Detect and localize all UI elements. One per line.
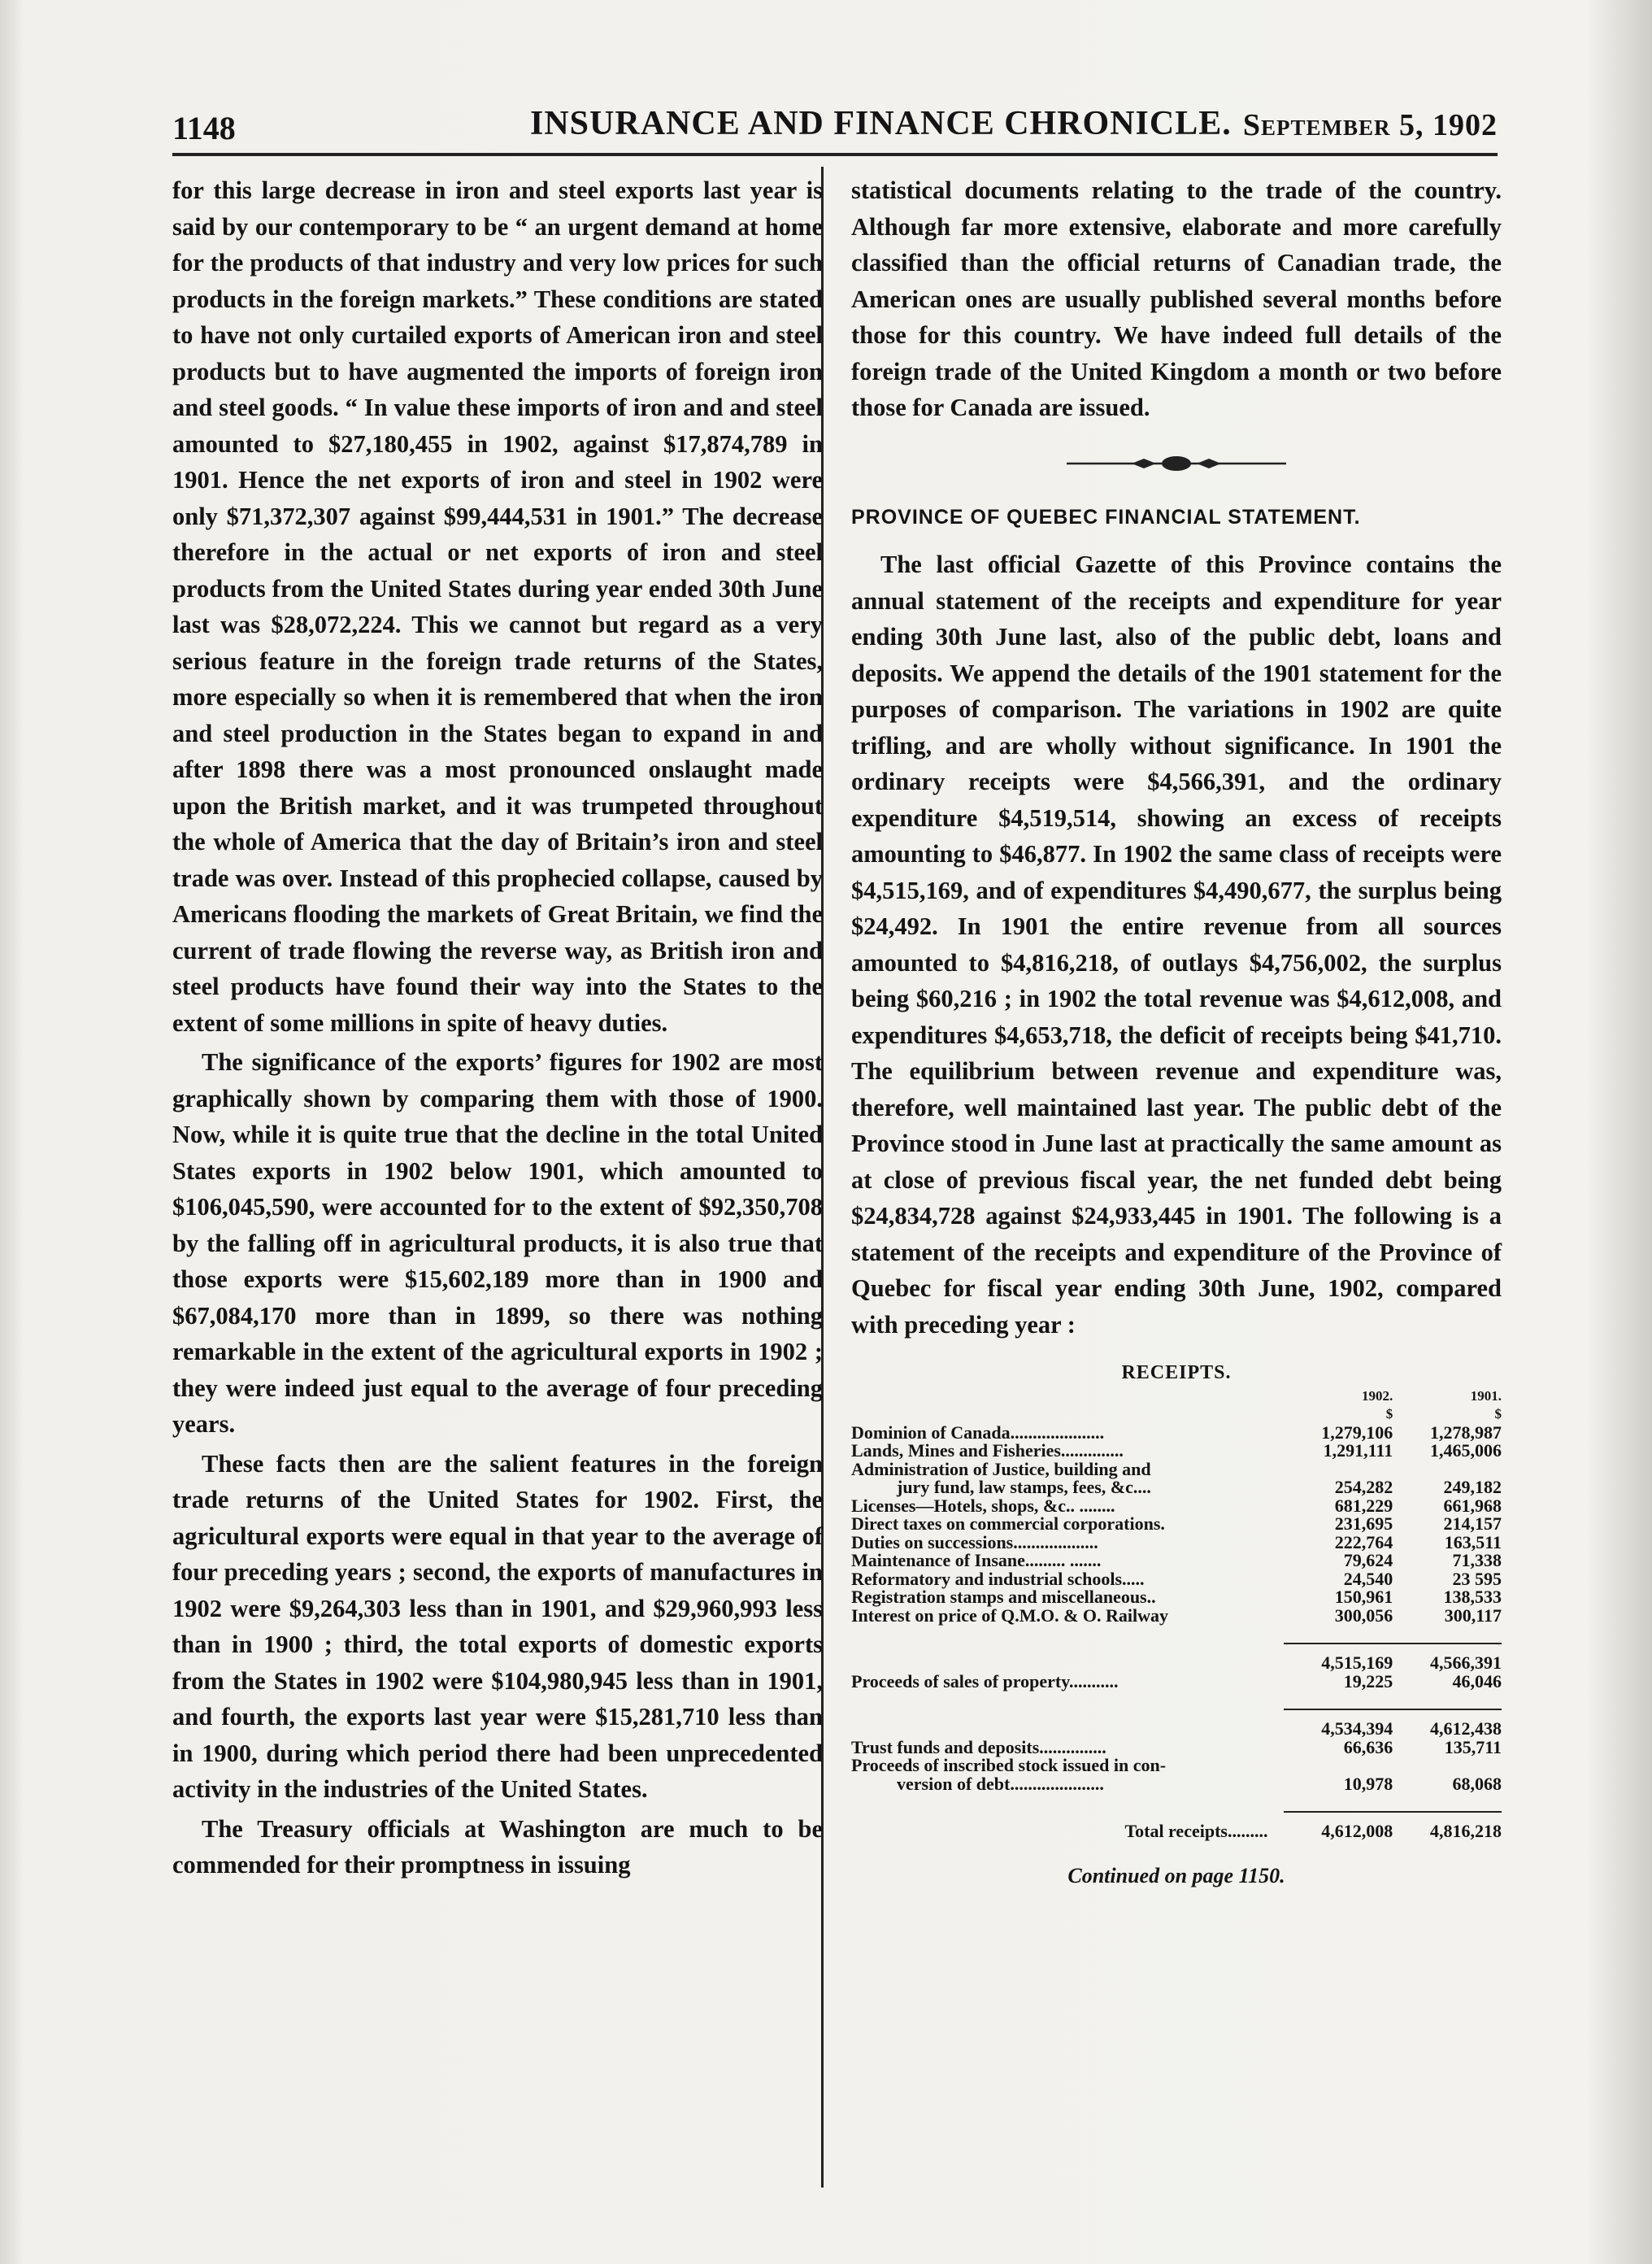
left-paragraph-2: The significance of the exports’ figures for 1902 are most graphically shown by comparing them with those of 1900. Now, while it is quite true that the decline in the total United States exports in 1902 below 1901, which amounted to $106,045,590, were accounted for to the extent of $92,350,708 by the falling off in agricultural products, it is also true that those exports were $15,602,189 more than in 1900 and $67,084,170 more than in 1899, so there was nothing remarkable in the extent of the agricultural exports in 1902 ; they were indeed just equal to the average of four preceding years. bbox=[172, 1048, 823, 1438]
trust-row bbox=[851, 1739, 1502, 1757]
trust-1902: 66,636 bbox=[1343, 1736, 1393, 1757]
left-paragraph-3: These facts then are the salient features in the foreign trade returns of the United States for 1902. First, the agricultural exports were equal in that year to the average of four preceding years ; second, the exports of manufactures in 1902 were $9,264,303 less than in 1901, and $29,960,993 less than in 1900 ; third, the total exports of domestic exports from the States in 1902 were $104,980,945 less than in 1901, and fourth, the exports last year were $15,281,710 less than in 1900, during which period there had been unprecedented activity in the industries of the United States. bbox=[172, 1449, 823, 1803]
receipt-1901-value: 163,511 bbox=[1444, 1531, 1502, 1552]
subtotal1-1901: 4,566,391 bbox=[1393, 1644, 1502, 1673]
receipt-1902-value: 24,540 bbox=[1343, 1568, 1393, 1589]
receipt-label: Dominion of Canada..................... bbox=[851, 1422, 1105, 1443]
inscribed-row-1 bbox=[851, 1757, 1502, 1775]
header-rule bbox=[172, 153, 1498, 156]
receipt-label: jury fund, law stamps, fees, &c.... bbox=[897, 1477, 1151, 1497]
year-1902: 1902. bbox=[1361, 1387, 1393, 1404]
receipt-1901-value: 661,968 bbox=[1443, 1495, 1502, 1516]
receipt-1902-value: 79,624 bbox=[1343, 1550, 1393, 1570]
receipt-1901-value: 23 595 bbox=[1452, 1568, 1502, 1589]
total-1902: 4,612,008 bbox=[1284, 1812, 1393, 1841]
receipt-rows bbox=[851, 1424, 1502, 1626]
receipt-1901-value: 1,465,006 bbox=[1430, 1440, 1502, 1461]
left-paragraph-4: The Treasury officials at Washington are much to be commended for their promptness in issuing bbox=[172, 1814, 823, 1879]
receipt-1902-value: 1,291,111 bbox=[1323, 1440, 1393, 1461]
right-column bbox=[851, 172, 1502, 1885]
proceeds-label: Proceeds of sales of property........... bbox=[851, 1670, 1119, 1691]
receipt-label: Maintenance of Insane......... ....... bbox=[851, 1550, 1102, 1570]
receipt-1901-value: 214,157 bbox=[1443, 1513, 1502, 1534]
left-column bbox=[172, 172, 823, 1883]
subtotal-row-1 bbox=[851, 1644, 1502, 1673]
currency-1902: $ bbox=[1385, 1406, 1393, 1422]
receipt-label: Direct taxes on commercial corporations. bbox=[851, 1513, 1165, 1534]
receipt-1901-value: 138,533 bbox=[1443, 1587, 1502, 1607]
receipt-label: Lands, Mines and Fisheries.............. bbox=[851, 1440, 1124, 1461]
journal-title: INSURANCE AND FINANCE CHRONICLE. bbox=[530, 105, 1232, 142]
receipt-1902-value: 222,764 bbox=[1334, 1531, 1393, 1552]
receipt-row bbox=[851, 1570, 1502, 1589]
receipt-row bbox=[851, 1461, 1502, 1479]
year-1901: 1901. bbox=[1470, 1387, 1502, 1404]
receipt-1901-value: 71,338 bbox=[1452, 1550, 1502, 1570]
inscribed-label-1: Proceeds of inscribed stock issued in con- bbox=[851, 1755, 1167, 1775]
receipt-label: Reformatory and industrial schools..... bbox=[851, 1568, 1145, 1589]
inscribed-1902: 10,978 bbox=[1343, 1773, 1393, 1794]
receipt-1902-value bbox=[1284, 1461, 1393, 1479]
receipt-1901-value bbox=[1393, 1461, 1502, 1479]
issue-date: September 5, 1902 bbox=[1242, 108, 1498, 142]
receipt-row bbox=[851, 1534, 1502, 1552]
receipts-title: RECEIPTS. bbox=[1121, 1362, 1232, 1383]
subtotal-row-2 bbox=[851, 1709, 1502, 1739]
page-header bbox=[172, 104, 1498, 153]
subtotal2-1901: 4,612,438 bbox=[1393, 1709, 1502, 1739]
left-paragraph-1: for this large decrease in iron and steel exports last year is said by our contemporary to be “ an urgent demand at home for the products of that industry and very low prices for such products in the foreign markets.” These conditions are stated to have not only curtailed exports of American iron and steel products but to have augmented the imports of foreign iron and steel goods. “ In value these imports of iron and and steel amounted to $27,180,455 in 1902, against $17,874,789 in 1901. Hence the net exports of iron and steel in 1902 were only $71,372,307 against $99,444,531 in 1901.” The decrease therefore in the actual or net exports of iron and steel products from the United States during year ended 30th June last was $28,072,224. This we cannot but regard as a very serious feature in the foreign trade returns of the States, more especially so when it is remembered that when the iron and steel production in the States began to expand in and after 1898 there was a most pronounced onslaught made upon the British market, and it was trumpeted throughout the whole of America that the day of Britain’s iron and steel trade was over. Instead of this prophecied collapse, caused by Americans flooding the markets of Great Britain, we find the current of trade flowing the reverse way, as British iron and steel products have found their way into the States to the extent of some millions in spite of heavy duties. bbox=[172, 176, 823, 1037]
currency-1901: $ bbox=[1494, 1406, 1502, 1422]
continued-note: Continued on page 1150. bbox=[1067, 1863, 1285, 1887]
total-label: Total receipts......... bbox=[1124, 1821, 1268, 1841]
receipt-row bbox=[851, 1515, 1502, 1534]
receipt-row bbox=[851, 1588, 1502, 1607]
right-body: The last official Gazette of this Province contains the annual statement of the receipts and expenditure for year ending 30th June last, also of the public debt, loans and deposits. We append the details of the 1901 statement for the purposes of comparison. The variations in 1902 are quite trifling, and are wholly without significance. In 1901 the ordinary receipts were $4,566,391, and the ordinary expenditure $4,519,514, showing an excess of receipts amounting to $46,877. In 1902 the same class of receipts were $4,515,169, and of expenditures $4,490,677, the surplus being $24,492. In 1901 the entire revenue from all sources amounted to $4,816,218, of outlays $4,756,002, the surplus being $60,216 ; in 1902 the total revenue was $4,612,008, and expenditures $4,653,718, the deficit of receipts being $41,710. The equilibrium between revenue and expenditure was, therefore, well maintained last year. The public debt of the Province stood in June last at practically the same amount as at close of previous fiscal year, the net funded debt being $24,834,728 against $24,933,445 in 1901. The following is a statement of the receipts and expenditure of the Province of Quebec for fiscal year ending 30th June, 1902, compared with preceding year : bbox=[851, 551, 1502, 1339]
right-intro: statistical documents relating to the trade of the country. Although far more extensive, elaborate and more carefully classified than the official returns of Canadian trade, the American ones are usually published several months before those for this country. We have indeed full details of the foreign trade of the United Kingdom a month or two before those for Canada are issued. bbox=[851, 176, 1502, 421]
receipt-row bbox=[851, 1424, 1502, 1443]
receipts-statement bbox=[851, 1364, 1502, 1885]
receipt-label: Licenses—Hotels, shops, &c.. ........ bbox=[851, 1495, 1115, 1516]
receipt-label: Registration stamps and miscellaneous.. bbox=[851, 1587, 1156, 1607]
page-number: 1148 bbox=[172, 110, 236, 146]
trust-label: Trust funds and deposits............... bbox=[851, 1736, 1106, 1757]
receipt-1902-value: 300,056 bbox=[1334, 1604, 1393, 1626]
receipt-1901-value: 1,278,987 bbox=[1430, 1422, 1502, 1443]
inscribed-label-2: version of debt..................... bbox=[897, 1773, 1104, 1794]
receipt-label: Administration of Justice, building and bbox=[851, 1458, 1151, 1479]
section-title: PROVINCE OF QUEBEC FINANCIAL STATEMENT. bbox=[851, 505, 1361, 529]
trust-1901: 135,711 bbox=[1444, 1736, 1502, 1757]
receipt-row bbox=[851, 1497, 1502, 1516]
total-1901: 4,816,218 bbox=[1393, 1812, 1502, 1841]
receipt-row bbox=[851, 1607, 1502, 1626]
proceeds-1902: 19,225 bbox=[1343, 1670, 1393, 1691]
inscribed-row-2 bbox=[851, 1775, 1502, 1794]
receipt-1902-value: 231,695 bbox=[1334, 1513, 1393, 1534]
ornament-divider-icon bbox=[1067, 454, 1286, 473]
receipt-1901-value: 249,182 bbox=[1443, 1477, 1502, 1497]
proceeds-row bbox=[851, 1673, 1502, 1691]
receipt-1902-value: 254,282 bbox=[1334, 1477, 1393, 1497]
receipt-1901-value: 300,117 bbox=[1444, 1604, 1502, 1626]
receipt-1902-value: 150,961 bbox=[1334, 1587, 1393, 1607]
receipt-label: Duties on successions................... bbox=[851, 1531, 1098, 1552]
year-header-row bbox=[851, 1387, 1502, 1406]
inscribed-1901: 68,068 bbox=[1452, 1773, 1502, 1794]
currency-row bbox=[851, 1405, 1502, 1424]
receipt-1902-value: 1,279,106 bbox=[1321, 1422, 1393, 1443]
receipt-1902-value: 681,229 bbox=[1334, 1495, 1393, 1516]
receipt-label: Interest on price of Q.M.O. & O. Railway bbox=[851, 1604, 1169, 1626]
receipt-row bbox=[851, 1552, 1502, 1570]
total-row bbox=[851, 1812, 1502, 1841]
proceeds-1901: 46,046 bbox=[1452, 1670, 1502, 1691]
receipt-row bbox=[851, 1442, 1502, 1461]
receipts-table bbox=[851, 1387, 1502, 1841]
subtotal1-1902: 4,515,169 bbox=[1284, 1644, 1393, 1673]
subtotal2-1902: 4,534,394 bbox=[1284, 1709, 1393, 1739]
receipt-row bbox=[851, 1478, 1502, 1497]
